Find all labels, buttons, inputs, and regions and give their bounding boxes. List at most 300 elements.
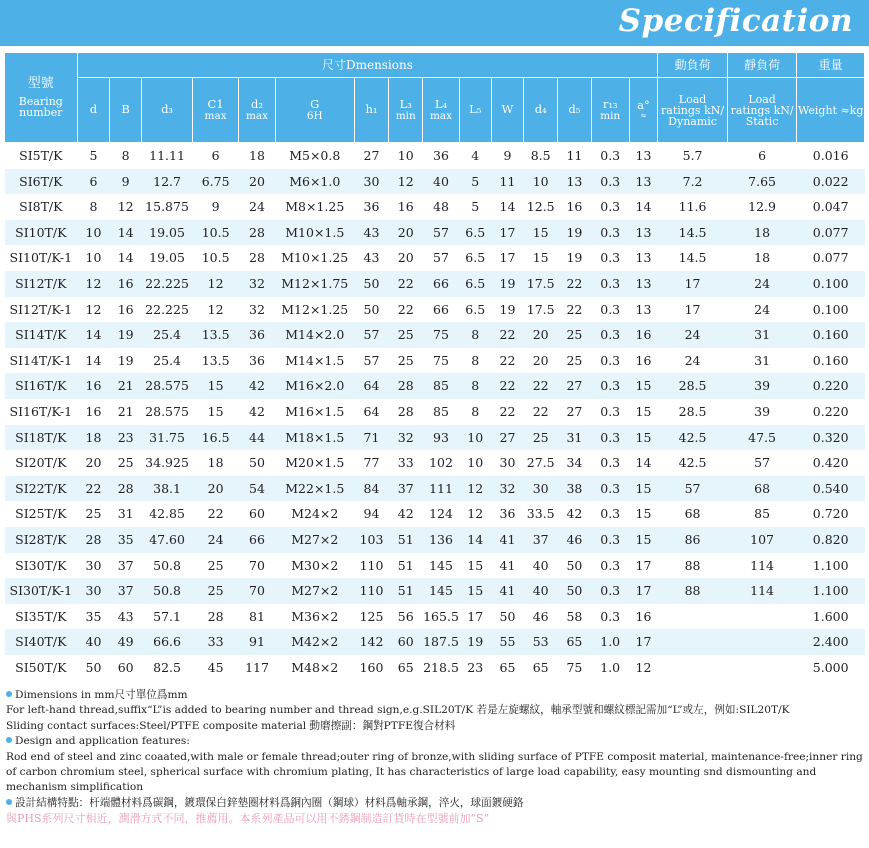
table-cell: 0.3 <box>591 476 629 502</box>
table-cell: 136 <box>423 527 460 553</box>
table-cell: 110 <box>354 578 389 604</box>
table-cell: 30 <box>524 476 558 502</box>
table-cell: 5 <box>77 143 110 169</box>
table-cell: 16 <box>629 604 658 630</box>
table-cell: 17 <box>629 553 658 579</box>
table-cell: M42×2 <box>275 629 354 655</box>
bearing-number-cell: SI28T/K <box>5 527 78 553</box>
table-cell: 49 <box>110 629 142 655</box>
col-L5 <box>459 78 491 143</box>
table-cell: 41 <box>491 553 524 579</box>
table-cell: 18 <box>727 220 797 246</box>
table-cell: 46 <box>558 527 592 553</box>
table-cell: 14 <box>459 527 491 553</box>
table-cell: 28 <box>193 604 239 630</box>
col-G <box>275 78 354 143</box>
col-d <box>77 78 110 143</box>
table-cell: 6.75 <box>193 169 239 195</box>
col-d3 <box>142 78 193 143</box>
table-cell: 7.65 <box>727 169 797 195</box>
table-cell: 75 <box>423 348 460 374</box>
table-cell: 22 <box>491 373 524 399</box>
table-cell: 56 <box>389 604 423 630</box>
table-cell: 13 <box>629 245 658 271</box>
table-cell: 35 <box>77 604 110 630</box>
table-cell: M27×2 <box>275 578 354 604</box>
table-cell: 22 <box>77 476 110 502</box>
table-cell: 13.5 <box>193 322 239 348</box>
table-cell: 1.0 <box>591 655 629 681</box>
table-cell: 31 <box>558 425 592 451</box>
bearing-cn-label: 型號 <box>27 76 54 91</box>
table-cell: M6×1.0 <box>275 169 354 195</box>
table-cell: 14 <box>110 220 142 246</box>
table-row <box>5 245 865 271</box>
table-cell: 57 <box>423 220 460 246</box>
table-cell: 57.1 <box>142 604 193 630</box>
table-cell: 12.5 <box>524 194 558 220</box>
table-cell: 18 <box>727 245 797 271</box>
bearing-number-cell: SI16T/K <box>5 373 78 399</box>
table-cell: 0.3 <box>591 297 629 323</box>
table-cell: 103 <box>354 527 389 553</box>
table-cell: 15 <box>629 425 658 451</box>
table-cell: 0.3 <box>591 399 629 425</box>
table-cell: 0.077 <box>797 220 865 246</box>
table-cell: 6 <box>193 143 239 169</box>
note-left-hand: For left-hand thread,suffix“L”is added to bearing number and thread sign,e.g.SIL20T/K 若是左旋螺紋，軸承型號和螺紋標記需加“L”或左，例如:SIL20T/K <box>6 704 790 717</box>
table-cell: M18×1.5 <box>275 425 354 451</box>
table-cell: 50 <box>491 604 524 630</box>
table-cell: 0.3 <box>591 553 629 579</box>
table-cell: 17.5 <box>524 297 558 323</box>
bullet-icon <box>6 799 12 805</box>
table-cell: 10 <box>389 143 423 169</box>
table-cell: 5 <box>459 169 491 195</box>
table-cell: M22×1.5 <box>275 476 354 502</box>
table-cell: 16 <box>77 373 110 399</box>
table-cell: 6 <box>727 143 797 169</box>
col-L4 <box>423 78 460 143</box>
table-cell: 0.3 <box>591 245 629 271</box>
table-cell: M16×1.5 <box>275 399 354 425</box>
table-cell: 25 <box>558 322 592 348</box>
table-cell: 25 <box>389 348 423 374</box>
table-cell: 66 <box>239 527 276 553</box>
note-design-cn-text: 設計結構特點：杆端體材料爲碳鋼，鍍環保白鋅墊圈材料爲銅內圈（鋼球）材料爲軸承鋼，淬火，球面鍍硬鉻 <box>15 796 524 809</box>
table-cell: 24 <box>727 297 797 323</box>
table-cell: 68 <box>727 476 797 502</box>
table-cell: 6.5 <box>459 297 491 323</box>
table-cell: 14 <box>629 194 658 220</box>
table-cell: 0.3 <box>591 322 629 348</box>
table-cell: 0.077 <box>797 245 865 271</box>
table-row <box>5 220 865 246</box>
table-cell: 25 <box>193 553 239 579</box>
table-cell: 16 <box>558 194 592 220</box>
table-cell: 71 <box>354 425 389 451</box>
table-cell: 28 <box>239 245 276 271</box>
table-cell: M5×0.8 <box>275 143 354 169</box>
table-cell: 84 <box>354 476 389 502</box>
table-cell: 0.3 <box>591 527 629 553</box>
table-cell: 10 <box>459 450 491 476</box>
table-cell: 187.5 <box>423 629 460 655</box>
table-cell: 22 <box>389 297 423 323</box>
col-L3 <box>389 78 423 143</box>
bearing-number-cell: SI10T/K-1 <box>5 245 78 271</box>
table-cell: 19.05 <box>142 245 193 271</box>
table-cell: M8×1.25 <box>275 194 354 220</box>
table-cell: 16 <box>110 297 142 323</box>
col-G-sub: 6H <box>306 109 323 122</box>
table-cell: 15 <box>459 578 491 604</box>
table-cell: 0.100 <box>797 271 865 297</box>
table-cell: 14.5 <box>658 245 728 271</box>
table-row <box>5 604 865 630</box>
table-cell: 23 <box>459 655 491 681</box>
table-cell: 91 <box>239 629 276 655</box>
table-cell: 20 <box>193 476 239 502</box>
col-d3-label: d₃ <box>161 102 174 117</box>
table-cell: 65 <box>491 655 524 681</box>
table-cell: 6.5 <box>459 271 491 297</box>
table-cell: 60 <box>110 655 142 681</box>
table-cell: 75 <box>423 322 460 348</box>
table-cell: 28.575 <box>142 373 193 399</box>
table-cell: 20 <box>239 169 276 195</box>
table-cell: 50 <box>558 578 592 604</box>
table-cell: 15.875 <box>142 194 193 220</box>
table-cell: 85 <box>423 399 460 425</box>
col-r13-sub: min <box>600 109 621 122</box>
table-cell: 22.225 <box>142 271 193 297</box>
table-cell: 124 <box>423 501 460 527</box>
table-row <box>5 348 865 374</box>
table-cell: 19 <box>110 322 142 348</box>
table-cell: 37 <box>389 476 423 502</box>
table-cell: 22 <box>524 373 558 399</box>
table-cell: M12×1.25 <box>275 297 354 323</box>
table-cell: 60 <box>389 629 423 655</box>
table-cell: 36 <box>423 143 460 169</box>
table-cell: 65 <box>389 655 423 681</box>
bearing-number-header <box>5 53 78 143</box>
table-row <box>5 143 865 169</box>
bearing-number-cell: SI30T/K-1 <box>5 578 78 604</box>
table-cell: 6.5 <box>459 245 491 271</box>
table-cell: 32 <box>491 476 524 502</box>
table-cell: 88 <box>658 578 728 604</box>
table-cell: 23 <box>110 425 142 451</box>
spec-table <box>4 52 865 680</box>
table-cell: 1.100 <box>797 578 865 604</box>
table-cell: 28 <box>77 527 110 553</box>
table-cell: 15 <box>459 553 491 579</box>
col-static: Load ratings kN/ Static <box>727 78 797 143</box>
table-cell: 10.5 <box>193 245 239 271</box>
table-cell: 24 <box>239 194 276 220</box>
table-cell: 43 <box>110 604 142 630</box>
table-cell: 12.7 <box>142 169 193 195</box>
table-cell: 12 <box>110 194 142 220</box>
table-cell: 27 <box>558 373 592 399</box>
note-footer-cn: 與PHS系列尺寸相近，潤滑方式不同，推薦用。本系列產品可以用不銹鋼制造訂貨時在型號前加“S” <box>6 812 490 826</box>
weight-cn: 重量 <box>797 53 865 78</box>
table-cell: 65 <box>524 655 558 681</box>
table-cell: 51 <box>389 527 423 553</box>
table-cell: 145 <box>423 578 460 604</box>
col-L4-sub: max <box>429 109 453 122</box>
table-cell: M14×2.0 <box>275 322 354 348</box>
table-cell: 30 <box>77 578 110 604</box>
table-cell: 1.600 <box>797 604 865 630</box>
bearing-number-cell: SI50T/K <box>5 655 78 681</box>
table-cell: 17 <box>629 578 658 604</box>
table-cell: 12.9 <box>727 194 797 220</box>
table-cell: 218.5 <box>423 655 460 681</box>
table-cell: 93 <box>423 425 460 451</box>
table-cell: M14×1.5 <box>275 348 354 374</box>
col-weight: Weight ≈kg <box>797 78 865 143</box>
bullet-icon <box>6 737 12 743</box>
bearing-number-cell: SI22T/K <box>5 476 78 502</box>
table-cell: 13 <box>629 271 658 297</box>
table-cell: 25 <box>524 425 558 451</box>
table-cell: 114 <box>727 553 797 579</box>
table-cell: 13 <box>558 169 592 195</box>
table-cell: 8 <box>459 399 491 425</box>
table-cell: 66.6 <box>142 629 193 655</box>
bearing-number-cell: SI14T/K <box>5 322 78 348</box>
table-cell: 94 <box>354 501 389 527</box>
table-cell: 0.220 <box>797 399 865 425</box>
table-cell: M16×2.0 <box>275 373 354 399</box>
table-cell: 15 <box>629 399 658 425</box>
table-cell: 9 <box>491 143 524 169</box>
table-cell: 88 <box>658 553 728 579</box>
table-cell <box>658 655 728 681</box>
table-row <box>5 501 865 527</box>
table-cell: 22 <box>558 271 592 297</box>
table-cell: 75 <box>558 655 592 681</box>
bearing-number-cell: SI25T/K <box>5 501 78 527</box>
table-cell: 22 <box>491 322 524 348</box>
table-row <box>5 169 865 195</box>
table-cell: 7.2 <box>658 169 728 195</box>
table-cell: 20 <box>77 450 110 476</box>
table-cell: 25 <box>110 450 142 476</box>
table-cell: 12 <box>193 271 239 297</box>
table-cell: 54 <box>239 476 276 502</box>
table-cell: 47.60 <box>142 527 193 553</box>
table-cell: 10 <box>524 169 558 195</box>
col-dynamic: Load ratings kN/ Dynamic <box>658 78 728 143</box>
table-cell: 10 <box>459 425 491 451</box>
table-cell: 10 <box>77 245 110 271</box>
table-cell <box>727 604 797 630</box>
bearing-number-cell: SI5T/K <box>5 143 78 169</box>
col-alpha-sub: ≈ <box>640 110 647 120</box>
table-cell: 19 <box>491 297 524 323</box>
table-row <box>5 578 865 604</box>
table-cell: 57 <box>354 322 389 348</box>
table-cell: 0.3 <box>591 425 629 451</box>
table-cell: 1.100 <box>797 553 865 579</box>
table-cell: 16.5 <box>193 425 239 451</box>
table-cell: 15 <box>193 373 239 399</box>
table-cell: 25 <box>389 322 423 348</box>
bullet-icon <box>6 691 12 697</box>
table-cell: 40 <box>423 169 460 195</box>
table-cell: 8 <box>459 348 491 374</box>
table-cell <box>727 655 797 681</box>
table-cell: 41 <box>491 578 524 604</box>
table-cell: 21 <box>110 399 142 425</box>
table-cell: 60 <box>239 501 276 527</box>
table-cell: 0.3 <box>591 220 629 246</box>
table-cell: 37 <box>524 527 558 553</box>
table-cell: 34 <box>558 450 592 476</box>
table-cell: 17 <box>459 604 491 630</box>
table-cell: 31 <box>727 322 797 348</box>
table-cell: 17.5 <box>524 271 558 297</box>
table-cell: 0.3 <box>591 501 629 527</box>
table-cell: 17 <box>658 271 728 297</box>
table-cell: 50 <box>558 553 592 579</box>
table-cell: M30×2 <box>275 553 354 579</box>
table-cell: 47.5 <box>727 425 797 451</box>
col-d4 <box>524 78 558 143</box>
table-cell: 8 <box>459 322 491 348</box>
table-cell: 20 <box>389 220 423 246</box>
table-cell: 0.320 <box>797 425 865 451</box>
table-row <box>5 271 865 297</box>
table-cell: 110 <box>354 553 389 579</box>
table-cell: 14.5 <box>658 220 728 246</box>
table-cell: 16 <box>77 399 110 425</box>
table-cell: 33 <box>389 450 423 476</box>
bearing-number-cell: SI40T/K <box>5 629 78 655</box>
table-cell: 8 <box>459 373 491 399</box>
table-cell: 25.4 <box>142 348 193 374</box>
table-cell: 48 <box>423 194 460 220</box>
table-cell: 14 <box>491 194 524 220</box>
table-cell: 0.022 <box>797 169 865 195</box>
table-cell: 70 <box>239 553 276 579</box>
table-cell: 85 <box>727 501 797 527</box>
table-cell: 43 <box>354 220 389 246</box>
col-h1-label: h₁ <box>365 102 378 117</box>
table-cell: 0.160 <box>797 348 865 374</box>
table-cell: 22 <box>491 348 524 374</box>
table-cell: 11.11 <box>142 143 193 169</box>
table-cell: 8 <box>110 143 142 169</box>
table-cell: 12 <box>193 297 239 323</box>
table-cell: 40 <box>524 578 558 604</box>
table-cell: 15 <box>524 220 558 246</box>
table-cell: 107 <box>727 527 797 553</box>
table-cell: 28 <box>239 220 276 246</box>
table-cell: 1.0 <box>591 629 629 655</box>
table-cell: 50.8 <box>142 578 193 604</box>
table-cell: 25.4 <box>142 322 193 348</box>
table-cell: 15 <box>629 476 658 502</box>
table-cell: 32 <box>239 297 276 323</box>
table-cell: 42 <box>239 373 276 399</box>
table-cell: 15 <box>193 399 239 425</box>
table-cell: 0.016 <box>797 143 865 169</box>
table-cell: 36 <box>239 322 276 348</box>
col-d2-label: d₂ <box>251 97 263 111</box>
note-dimensions-text: Dimensions in mm尺寸單位爲mm <box>15 689 188 701</box>
table-cell: 114 <box>727 578 797 604</box>
table-cell: 39 <box>727 373 797 399</box>
table-cell: 38 <box>558 476 592 502</box>
table-cell: 22 <box>389 271 423 297</box>
table-row <box>5 655 865 681</box>
table-cell: M36×2 <box>275 604 354 630</box>
table-cell: 36 <box>354 194 389 220</box>
table-cell: 66 <box>423 297 460 323</box>
table-cell: 0.3 <box>591 194 629 220</box>
col-d2-sub: max <box>245 109 269 122</box>
table-cell: 13.5 <box>193 348 239 374</box>
table-cell: 24 <box>658 348 728 374</box>
table-cell: 0.3 <box>591 348 629 374</box>
table-cell: 15 <box>629 373 658 399</box>
table-cell: 111 <box>423 476 460 502</box>
table-cell: 13 <box>629 220 658 246</box>
table-cell: M10×1.5 <box>275 220 354 246</box>
table-cell: 51 <box>389 578 423 604</box>
bearing-number-cell: SI6T/K <box>5 169 78 195</box>
col-d2 <box>239 78 276 143</box>
table-cell: 42 <box>558 501 592 527</box>
col-G-label: G <box>310 97 320 111</box>
table-cell: 16 <box>389 194 423 220</box>
table-cell: 32 <box>389 425 423 451</box>
table-cell: 13 <box>629 143 658 169</box>
col-h1 <box>354 78 389 143</box>
col-L3-sub: min <box>395 109 416 122</box>
table-row <box>5 322 865 348</box>
table-cell: 27.5 <box>524 450 558 476</box>
table-cell: 31 <box>110 501 142 527</box>
table-cell: 0.720 <box>797 501 865 527</box>
table-cell: 21 <box>110 373 142 399</box>
col-B <box>110 78 142 143</box>
table-row <box>5 629 865 655</box>
table-cell: 12 <box>77 297 110 323</box>
bearing-number-cell: SI12T/K <box>5 271 78 297</box>
table-cell: 24 <box>658 322 728 348</box>
table-cell: 0.3 <box>591 450 629 476</box>
table-cell: 12 <box>459 501 491 527</box>
table-cell: 0.220 <box>797 373 865 399</box>
table-cell: 17 <box>491 245 524 271</box>
table-cell: 45 <box>193 655 239 681</box>
col-d5-label: d₅ <box>568 102 581 117</box>
table-cell: 81 <box>239 604 276 630</box>
col-r13 <box>591 78 629 143</box>
table-cell: 42.85 <box>142 501 193 527</box>
table-cell: 27 <box>491 425 524 451</box>
table-cell: 12 <box>77 271 110 297</box>
table-cell: 15 <box>629 527 658 553</box>
table-cell: 0.047 <box>797 194 865 220</box>
table-cell: 31.75 <box>142 425 193 451</box>
